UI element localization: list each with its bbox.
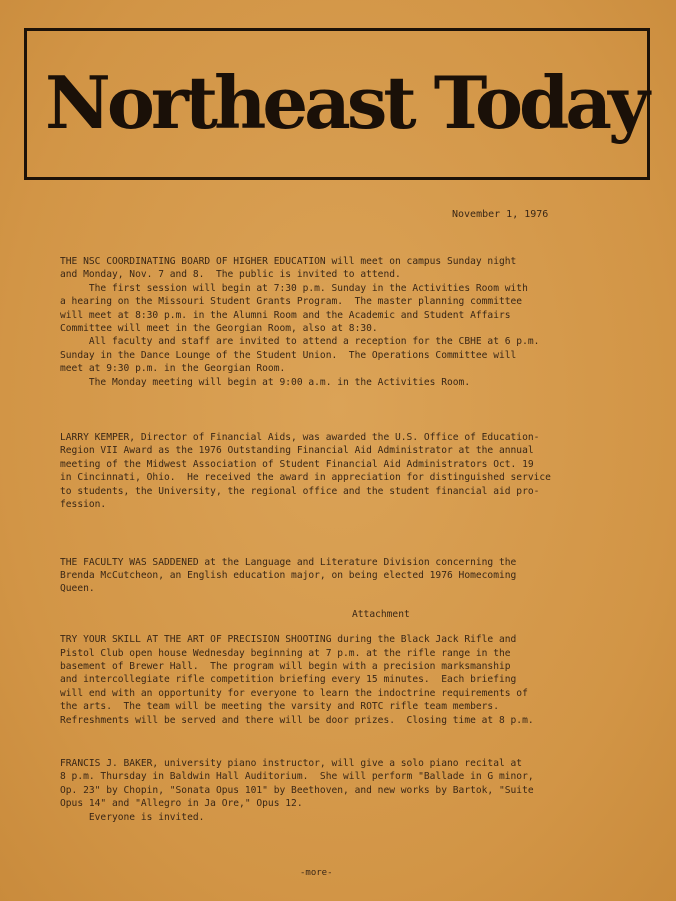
story-cbhe-meeting [60,255,635,389]
story-line: Refreshments will be served and there will be door prizes. Closing time at 8 p.m. [60,714,534,726]
newsletter-body [60,255,635,824]
story-line: Pistol Club open house Wednesday beginning at 7 p.m. at the rifle range in the [60,647,511,659]
story-line: to students, the University, the regional office and the student financial aid pro- [60,485,540,497]
story-line: Region VII Award as the 1976 Outstanding Financial Aid Administrator at the annual [60,445,534,457]
continued-mark: -more- [300,868,333,878]
story-line: meet at 9:30 p.m. in the Georgian Room. [60,363,286,375]
story-line: Op. 23" by Chopin, "Sonata Opus 101" by Beethoven, and new works by Bartok, "Suite [60,784,534,796]
story-line: Brenda McCutcheon, an English education major, on being elected 1976 Homecoming [60,569,517,581]
story-line: will end with an opportunity for everyone to learn the indoctrine requirements of [60,687,528,699]
story-line: THE FACULTY WAS SADDENED at the Language and Literature Division concerning the [60,556,517,568]
story-line: The first session will begin at 7:30 p.m. Sunday in the Activities Room with [60,282,528,294]
story-rifle-club [60,633,635,727]
story-line: in Cincinnati, Ohio. He received the award in appreciation for distinguished service [60,472,551,484]
story-line: meeting of the Midwest Association of Student Financial Aid Administrators Oct. 19 [60,458,534,470]
story-line: Queen. [60,583,95,595]
attachment-note: Attachment [352,608,410,620]
story-line: the arts. The team will be meeting the varsity and ROTC rifle team members. [60,701,499,713]
story-piano-recital [60,757,635,824]
masthead-title: Northeast Today [45,60,646,145]
story-line: THE NSC COORDINATING BOARD OF HIGHER EDUCATION will meet on campus Sunday night [60,256,517,267]
story-line: and intercollegiate rifle competition briefing every 15 minutes. Each briefing [60,674,517,686]
story-line: will meet at 8:30 p.m. in the Alumni Room and the Academic and Student Affairs [60,309,511,321]
dateline: November 1, 1976 [452,209,549,220]
story-line: Opus 14" and "Allegro in Ja Ore," Opus 12. [60,798,303,810]
story-line: LARRY KEMPER, Director of Financial Aids, was awarded the U.S. Office of Education- [60,432,540,444]
story-line: Committee will meet in the Georgian Room, also at 8:30. [60,323,378,335]
masthead-box [24,28,650,180]
story-line: a hearing on the Missouri Student Grants Program. The master planning committee [60,296,523,308]
story-line: fession. [60,499,107,511]
story-line: Sunday in the Dance Lounge of the Student Union. The Operations Committee will [60,349,517,361]
story-line: 8 p.m. Thursday in Baldwin Hall Auditorium. She will perform "Ballade in G minor, [60,771,534,783]
story-line: basement of Brewer Hall. The program will begin with a precision marksmanship [60,660,511,672]
story-line: All faculty and staff are invited to attend a reception for the CBHE at 6 p.m. [60,336,540,348]
story-line: TRY YOUR SKILL AT THE ART OF PRECISION SHOOTING during the Black Jack Rifle and [60,634,517,646]
story-homecoming-queen [60,556,635,596]
story-line: Everyone is invited. [60,811,205,823]
story-line: The Monday meeting will begin at 9:00 a.m. in the Activities Room. [60,376,471,388]
story-line: and Monday, Nov. 7 and 8. The public is invited to attend. [60,269,401,281]
story-financial-aid-award [60,431,635,511]
story-line: FRANCIS J. BAKER, university piano instructor, will give a solo piano recital at [60,757,523,769]
